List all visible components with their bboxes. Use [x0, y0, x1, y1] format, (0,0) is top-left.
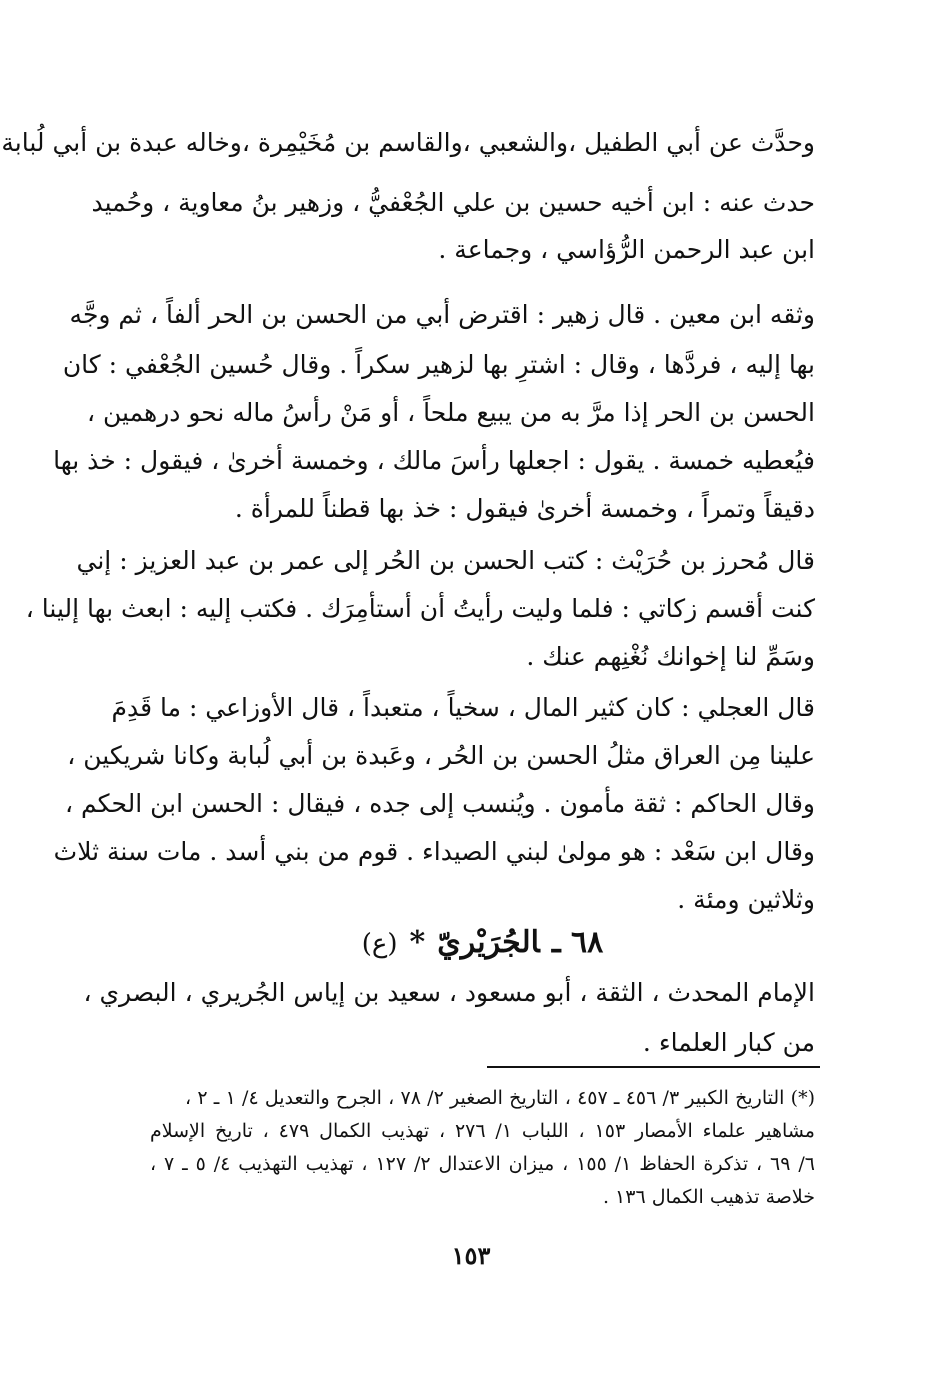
text-line: الإمام المحدث ، الثقة ، أبو مسعود ، سعيد بن إياس الجُريري ، البصري ،	[83, 978, 815, 1007]
text-line: وثلاثين ومئة .	[677, 885, 815, 914]
footnote-divider	[487, 1066, 820, 1068]
text-line: وسَمِّ لنا إخوانك نُغْنِهم عنك .	[526, 642, 815, 671]
text-line: وثقه ابن معين . قال زهير : اقترض أبي من الحسن بن الحر ألفاً ، ثم وجَّه	[69, 300, 815, 329]
text-line: بها إليه ، فردَّها ، وقال : اشترِ بها لزهير سكراً . وقال حُسين الجُعْفي : كان	[62, 350, 815, 379]
text-line: قال مُحرز بن حُرَيْث : كتب الحسن بن الحُر إلى عمر بن عبد العزيز : إني	[76, 546, 815, 575]
text-line: دقيقاً وتمراً ، وخمسة أخرىٰ فيقول : خذ بها قطناً للمرأة .	[234, 494, 815, 523]
entry-tag: (ع)	[361, 929, 398, 959]
page-number: ١٥٣	[451, 1241, 491, 1270]
entry-name: الجُرَيْريّ	[437, 925, 540, 960]
text-line: كنت أقسم زكاتي : فلما وليت رأيتُ أن أستأمِرَك . فكتب إليه : ابعث بها إلينا ،	[25, 594, 815, 623]
text-line: ابن عبد الرحمن الرُّؤاسي ، وجماعة .	[438, 235, 815, 264]
footnote-marker: *	[409, 925, 426, 960]
footnote-line: (*) التاريخ الكبير ٣/ ٤٥٦ ـ ٤٥٧ ، التاريخ الصغير ٢/ ٧٨ ، الجرح والتعديل ٤/ ١ ـ ٢ ،	[185, 1087, 815, 1109]
text-line: وقال ابن سَعْد : هو مولىٰ لبني الصيداء . قوم من بني أسد . مات سنة ثلاث	[53, 837, 815, 866]
text-line: حدث عنه : ابن أخيه حسين بن علي الجُعْفيُّ ، وزهير بنُ معاوية ، وحُميد	[91, 188, 815, 217]
text-line: وقال الحاكم : ثقة مأمون . ويُنسب إلى جده ، فيقال : الحسن ابن الحكم ،	[64, 789, 815, 818]
text-line: قال العجلي : كان كثير المال ، سخياً ، متعبداً ، قال الأوزاعي : ما قَدِمَ	[111, 693, 815, 722]
footnote-line: مشاهير علماء الأمصار ١٥٣ ، اللباب ١/ ٢٧٦ ، تهذيب الكمال ٤٧٩ ، تاريخ الإسلام	[150, 1120, 815, 1142]
text-line: علينا مِن العراق مثلُ الحسن بن الحُر ، وعَبدة بن أبي لُبابة وكانا شريكين ،	[67, 741, 815, 770]
entry-number: ٦٨ ـ	[551, 925, 604, 960]
entry-heading	[150, 915, 815, 971]
text-line: الحسن بن الحر إذا مرَّ به من يبيع ملحاً ، أو مَنْ رأسُ ماله نحو درهمين ،	[86, 398, 815, 427]
entry-text	[83, 968, 815, 1068]
text-line: وحدَّث عن أبي الطفيل ،والشعبي ،والقاسم بن مُخَيْمِرة ،وخاله عبدة بن أبي لُبابة	[1, 128, 815, 157]
footnotes	[150, 1082, 815, 1222]
footnote-line: ٦/ ٦٩ ، تذكرة الحفاظ ١/ ١٥٥ ، ميزان الاعتدال ٢/ ١٢٧ ، تهذيب التهذيب ٤/ ٥ ـ ٧ ،	[150, 1153, 815, 1175]
body-text	[1, 118, 815, 918]
footnote-line: خلاصة تذهيب الكمال ١٣٦ .	[602, 1186, 815, 1208]
text-line: من كبار العلماء .	[642, 1028, 815, 1057]
text-line: فيُعطيه خمسة . يقول : اجعلها رأسَ مالك ، وخمسة أخرىٰ ، فيقول : خذ بها	[53, 446, 815, 475]
